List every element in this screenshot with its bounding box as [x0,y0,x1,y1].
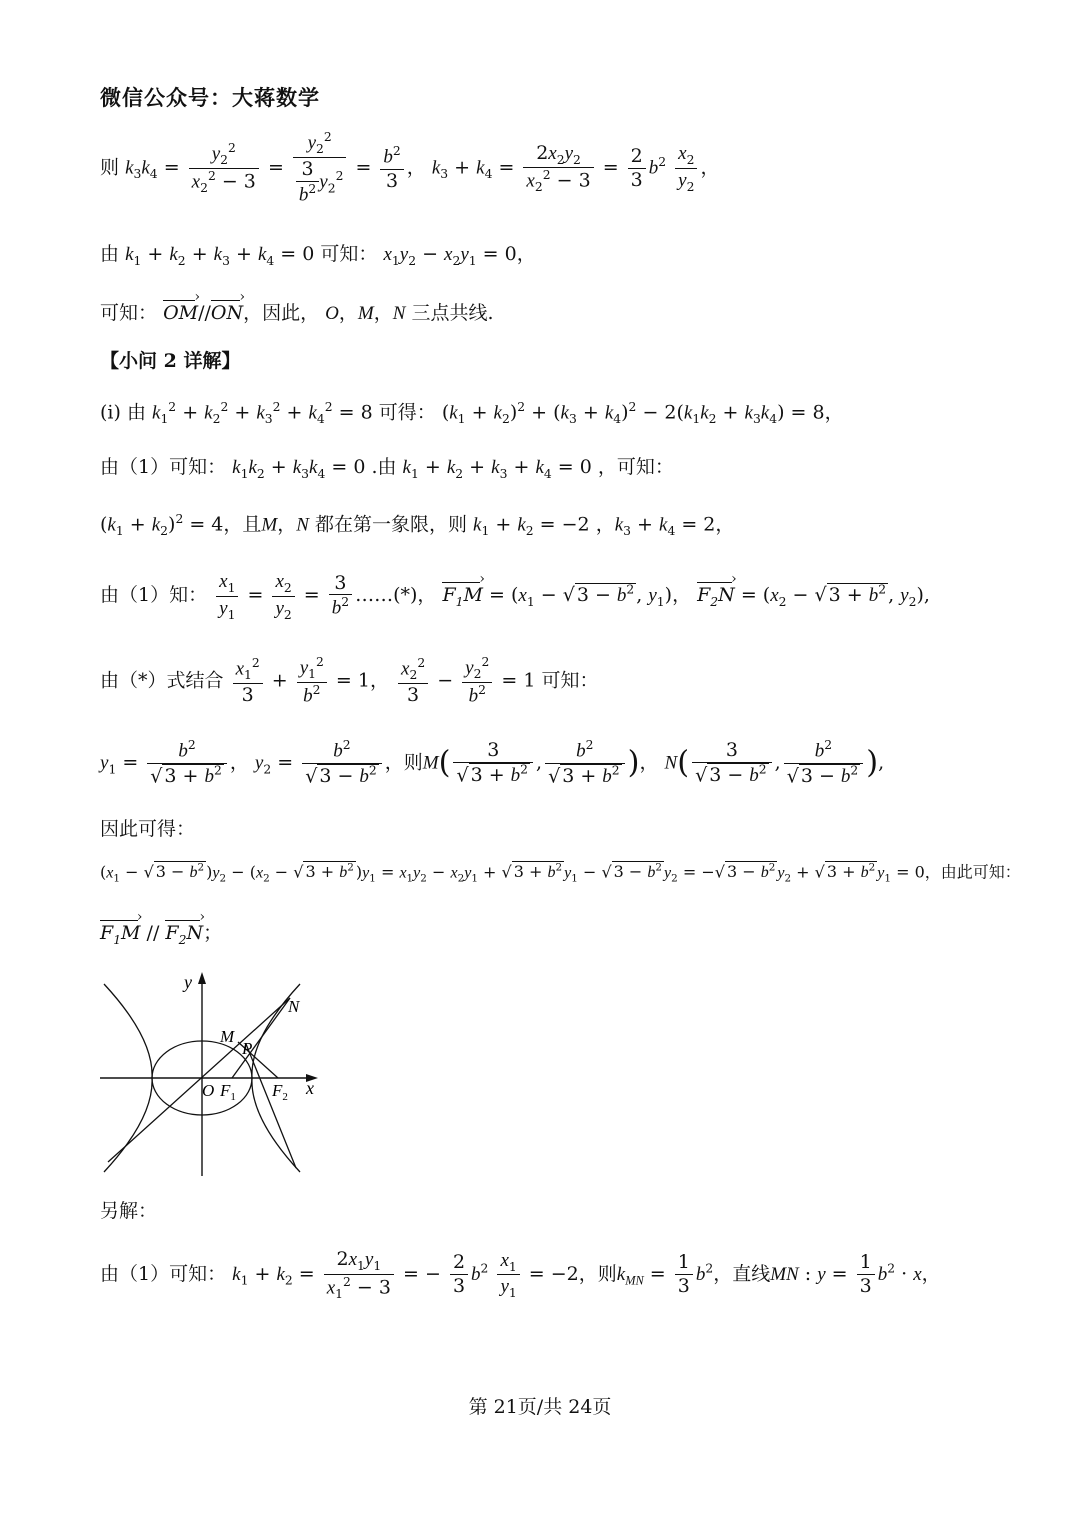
equation-line-collinear: 可知： OM ›//ON ›，因此， O，M，N 三点共线. [100,300,494,326]
equation-line-product-zero: 由（1）可知： $k_1k_2 + k_3k_4 = 0$ .由 $k_1 + k_2 + k_3 + k_4 = 0$ ，可知： [100,456,674,481]
tangent-line [246,1044,296,1168]
point-F1-label: $F_1$ [220,1081,236,1103]
point-O-label: O [202,1081,215,1100]
text-alt-solution: 另解： [100,1200,158,1222]
y-axis-label: y [184,972,192,992]
equation-line-part-i: (i) 由 $k_1^2 + k_2^2 + k_3^2 + k_4^2 = 8$ 可得： $(k_1 + k_2)^2 + (k_3 + k_4)^2 - 2(k_1k_2 + k_3k_4) = 8$， [100,400,844,427]
equation-line-parallel: $F_1M$ › // $F_2N$ ›； [100,920,222,948]
equation-line-k3k4: 则 $k_3k_4$ = $\frac{y_2^2}{x_2^2 - 3}$ = $y_2^2$ $\frac{3}{b^2}$ $y_2^2$ = $\frac{b^2}{3}$ ， $k_3 + k_4$ = $\frac{2x_2y_2}{x_2^2 - 3}$ = $\frac{2}{3}$ $b^2$ $\frac{x_2}{y_2}$ ， [100,130,720,206]
point-F2-label: $F_2$ [272,1081,288,1103]
point-M-label: M [220,1027,235,1046]
equation-line-alt: 由（1）可知： $k_1 + k_2$ = $\frac{2x_1y_1}{x_1^2 - 3}$ = − $\frac{2}{3}$ $b^2$ $\frac{x_1}{y_1}$ = −2，则$k_{MN}$ = $\frac{1}{3}$ $b^2$，直线MN : y = $\frac{1}{3}$ $b^2 \cdot x$， [100,1248,941,1301]
equation-line-star: 由（1）知： $\frac{x_1}{y_1}$ = $\frac{x_2}{y_2}$ = $\frac{3}{b^2}$ ……(*)， $F_1M$ › = ($x_1$ − √ $3 - b^2$ , $y_1$)， $F_2N$ › = ($x_2$ − √ $3 + b^2$ , $y_2$), [100,570,930,622]
page-title: 微信公众号：大蒋数学 [100,86,320,110]
conic-figure [96,968,336,1180]
line-f1-to-n [232,998,290,1078]
line-through-origin [108,998,290,1162]
page-number: 第 21页/共 24页 [468,1396,612,1418]
equation-line-quadrant: $(k_1 + k_2)^2 = 4$，且M，N 都在第一象限，则 $k_1 + k_2 = -2$ ，$k_3 + k_4 = 2$， [100,512,735,539]
point-P-label: P [242,1039,253,1058]
x-axis-label: x [306,1078,314,1098]
equation-line-long: ($x_1$ − √ $3 - b^2$ )$y_2 - (x_2$ − √ $3 + b^2$ )$y_1 = x_1y_2 - x_2y_1$ + √ $3 + b^2$ $y_1$ − √ $3 - b^2$ $y_2$ = −√ $3 - b^2$ $y_2$ + √ $3 + b^2$ $y_1 = 0$，由此可知： [100,862,1021,885]
subheading: 【小问 2 详解】 [100,350,241,372]
text-therefore: 因此可得： [100,818,196,840]
equation-line-conics: 由（*）式结合 $\frac{x_1^2}{3}$ + $\frac{y_1^2}{b^2}$ = 1， $\frac{x_2^2}{3}$ − $\frac{y_2^2}{b^2}$ = 1 可知： [100,655,599,707]
point-N-label: N [288,997,300,1016]
equation-line-coordinates: $y_1$ = $\frac{b^2}{√ 3 + b^2}$ ， $y_2$ = $\frac{b^2}{√ 3 - b^2}$ ，则M( $\frac{3}{√ 3 + b^2}$ , $\frac{b^2}{√ 3 + b^2}$ )， N( $\frac{3}{√ 3 - b^2}$ , $\frac{b^2}{√ 3 - b^2}$ ), [100,738,885,788]
equation-line-sum-zero: 由 $k_1 + k_2 + k_3 + k_4 = 0$ 可知： $x_1y_2 - x_2y_1 = 0$， [100,243,536,268]
